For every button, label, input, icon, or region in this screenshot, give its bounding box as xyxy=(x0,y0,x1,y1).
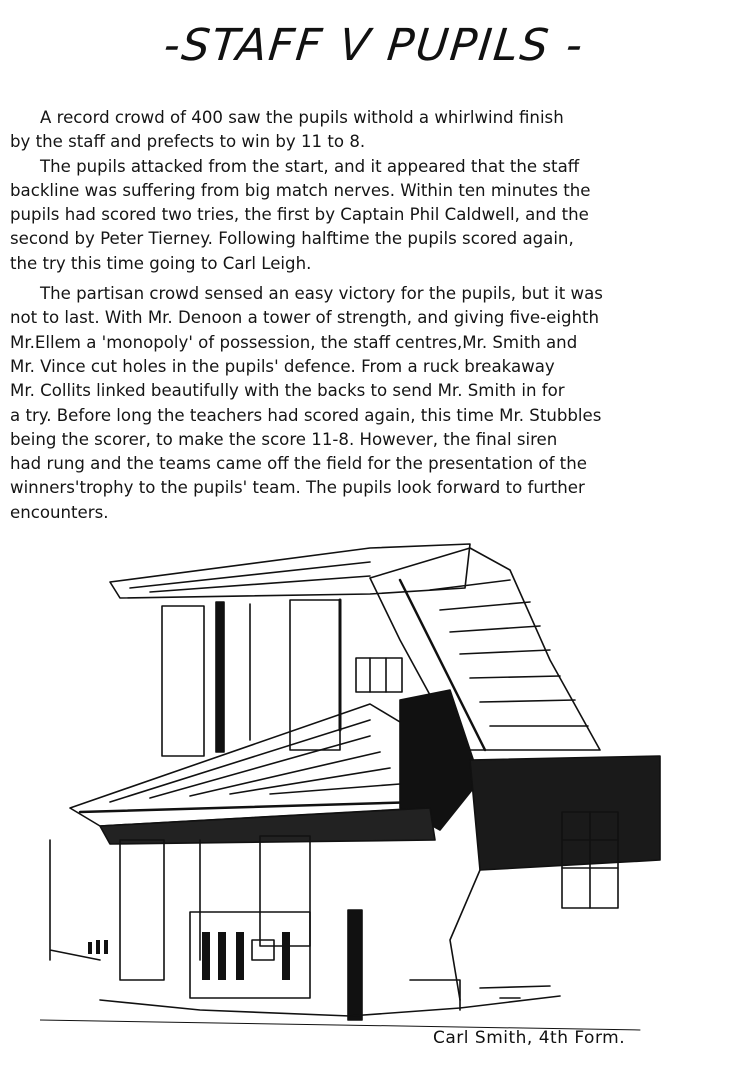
article-body xyxy=(10,106,710,531)
upper-window xyxy=(356,658,402,692)
page-title: -STAFF V PUPILS - xyxy=(161,20,587,71)
upper-column-right xyxy=(290,600,340,750)
upper-column-left xyxy=(162,606,204,756)
paragraph-2: The pupils attacked from the start, and it appeared that the staff backline was suffering from big match nerves. Within ten minutes the pupils had scored two tries, the first by Captain Phil Caldwell, and the second by Peter Tierney. Following halftime the pupils scored again, the try this time going to Carl Leigh. xyxy=(10,156,591,273)
illustration-credit: Carl Smith, 4th Form. xyxy=(433,1028,626,1048)
lower-column-left xyxy=(120,840,164,980)
downpipe xyxy=(348,910,362,1020)
lower-column-mid xyxy=(260,836,310,946)
paragraph-1: A record crowd of 400 saw the pupils withold a whirlwind finish by the staff and prefects to win by 11 to 8. xyxy=(10,108,564,152)
base-steps xyxy=(100,996,560,1016)
building-illustration xyxy=(40,540,680,1040)
paragraph-3: The partisan crowd sensed an easy victory for the pupils, but it was not to last. With Mr. Denoon a tower of strength, and giving five-eighth Mr.Ellem a 'monopoly' of possession, the staff centres,Mr. Smith and Mr. Vince cut holes in the pupils' defence. From a ruck breakaway Mr. Collits linked beautifully with the backs to send Mr. Smith in for a try. Before long the teachers had scored again, this time Mr. Stubbles being the scorer, to make the score 11-8. However, the final siren had rung and the teams came off the field for the presentation of the winners'trophy to the pupils' team. The pupils look forward to further encounters. xyxy=(10,284,603,522)
